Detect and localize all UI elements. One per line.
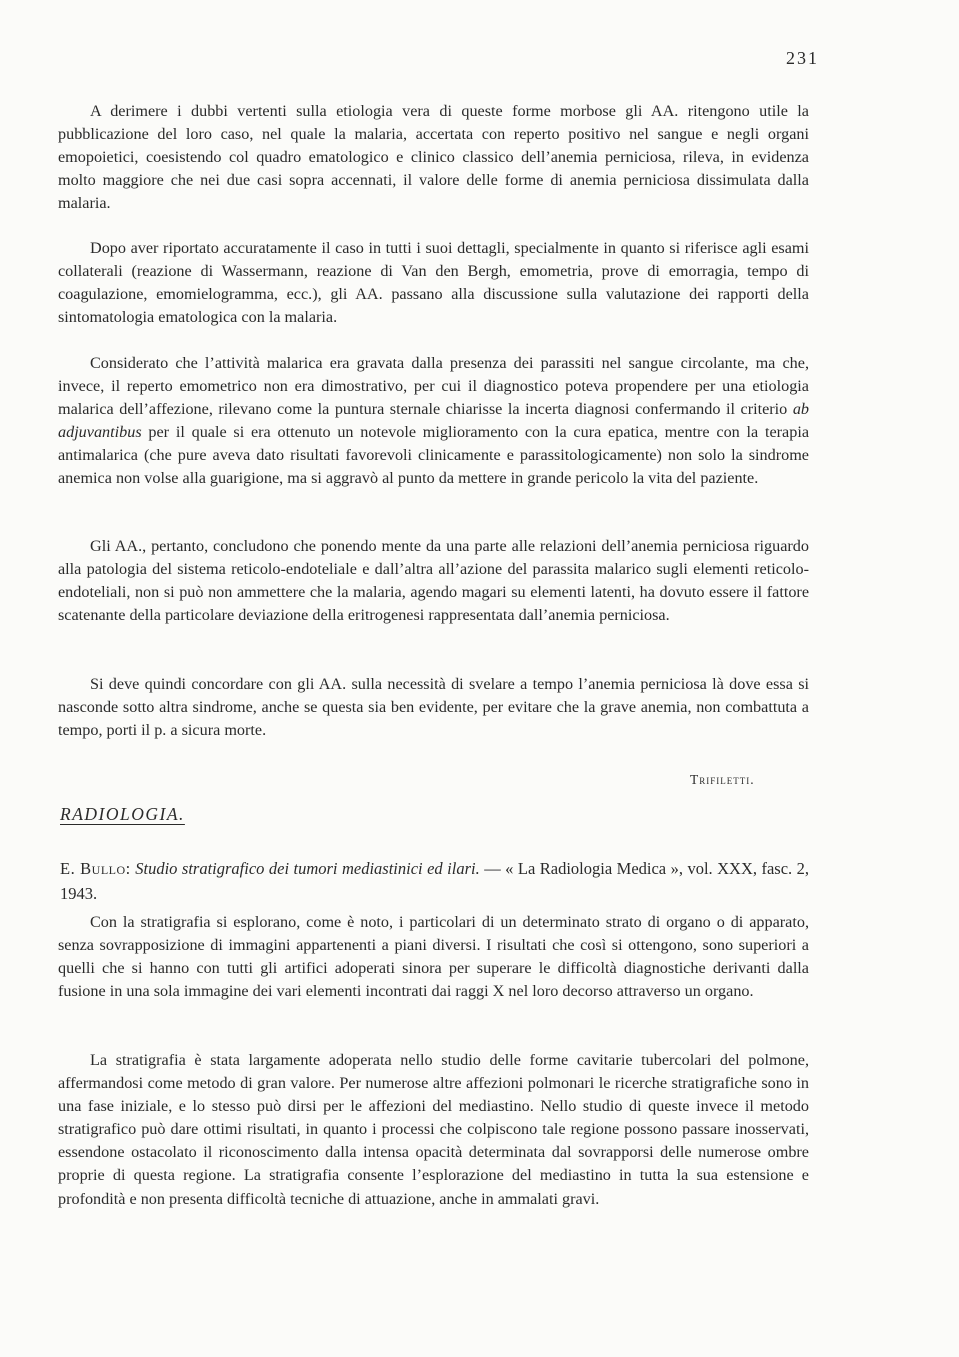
paragraph-stratigraphy-use: La stratigrafia è stata largamente adoperata nello studio delle forme cavitarie tubercolari del polmone, affermandosi come metodo di gran valore. Per numerose altre affezioni polmonari le ricerche stratigrafiche sono in una fase iniziale, e lo stesso può dirsi per le affezioni del mediastino. Nello studio di queste invece il metodo stratigrafico può dare ottimi risultati, in quanto i processi che colpiscono tale regione possono passare inosservati, essendone ostacolato il riconoscimento dalla intensa opacità determinata dal sovrapporsi delle numerose ombre proprie di questa regione. La stratigrafia consente l’esplorazione del mediastino in tutta la sua estensione e profondità e non presenta difficoltà tecniche di attuazione, anche in ammalati gravi. — [58, 1051, 809, 1208]
paragraph-conclusion: Gli AA., pertanto, concludono che ponendo mente da una parte alle relazioni dell’anemia perniciosa riguardo alla patologia del sistema reticolo-endoteliale e dall’altra all’azione del parassita malarico sugli elementi reticolo-endoteliali, non si può non ammettere che la malaria, agendo magari su elementi latenti, ha dovuto essere il fattore scatenante della particolare deviazione della eritrogenesi rappresentata dall’anemia perniciosa. — [58, 537, 809, 625]
citation-author: E. Bullo: — [60, 859, 131, 878]
citation-title: Studio stratigrafico dei tumori mediastinici ed ilari. — [135, 859, 480, 878]
diagnosis-text-end: per il quale si era ottenuto un notevole miglioramento con la cura epatica, mentre con la terapia antimalarica (che pure aveva dato risultati favorevoli clinicamente e parassitologicamente) non solo la sindrome anemica non volse alla guarigione, ma si aggravò al punto da mettere in grande pericolo la vita del paziente. — [58, 423, 809, 488]
section-heading: RADIOLOGIA. — [60, 804, 185, 824]
diagnosis-text-start: Considerato che l’attività malarica era gravata dalla presenza dei parassiti nel sangue circolante, ma che, invece, il reperto emometrico non era dimostrativo, per cui il diagnostico poteva propendere per una etiologia malarica dell’affezione, rilevano come la puntura sternale chiarisse la incerta diagnosi confermando il criterio — [58, 354, 809, 419]
paragraph-etiology: A derimere i dubbi vertenti sulla etiologia vera di queste forme morbose gli AA. ritengono utile la pubblicazione del loro caso, nel quale la malaria, accertata con reperto positivo nel sangue e negli organi emopoietici, coesistendo col quadro ematologico e clinico classico dell’anemia perniciosa, rileva, in evidenza molto maggiore che nei due casi sopra accennati, il valore delle forme di anemia perniciosa dissimulata dalla malaria. — [58, 102, 809, 213]
latin-term: ab adjuvantibus — [58, 400, 809, 442]
bibliographic-citation — [60, 857, 809, 906]
author-signature: Trifiletti. — [690, 772, 755, 787]
paragraph-stratigraphy-intro: Con la stratigrafia si esplorano, come è noto, i particolari di un determinato strato di organo o di apparato, senza sovrapposizione di immagini appartenenti a piani diversi. I risultati che così si ottengono, sono superiori a quelli che si hanno con tutti gli artifici adoperati sinora per superare le difficoltà diagnostiche derivanti dalla fusione in una sola immagine dei vari elementi incontrati dai raggi X nel loro decorso attraverso un organo. — [58, 913, 809, 1001]
paragraph-diagnosis — [58, 352, 809, 491]
paragraph-final-remark: Si deve quindi concordare con gli AA. sulla necessità di svelare a tempo l’anemia perniciosa là dove essa si nasconde sotto altra sindrome, anche se questa sia ben evidente, per evitare che la grave anemia, non combattuta a tempo, porti il p. a sicura morte. — [58, 675, 809, 740]
page-number: 231 — [786, 48, 819, 68]
paragraph-case-report: Dopo aver riportato accuratamente il caso in tutti i suoi dettagli, specialmente in quanto si riferisce agli esami collaterali (reazione di Wassermann, reazione di Van den Bergh, emometria, prove di emorragia, tempo di coagulazione, emomielogramma, ecc.), gli AA. passano alla discussione sulla valutazione dei rapporti della sintomatologia ematologica con la malaria. — [58, 239, 809, 327]
citation-source: — « La Radiologia Medica », vol. XXX, fasc. 2, 1943. — [60, 859, 810, 903]
